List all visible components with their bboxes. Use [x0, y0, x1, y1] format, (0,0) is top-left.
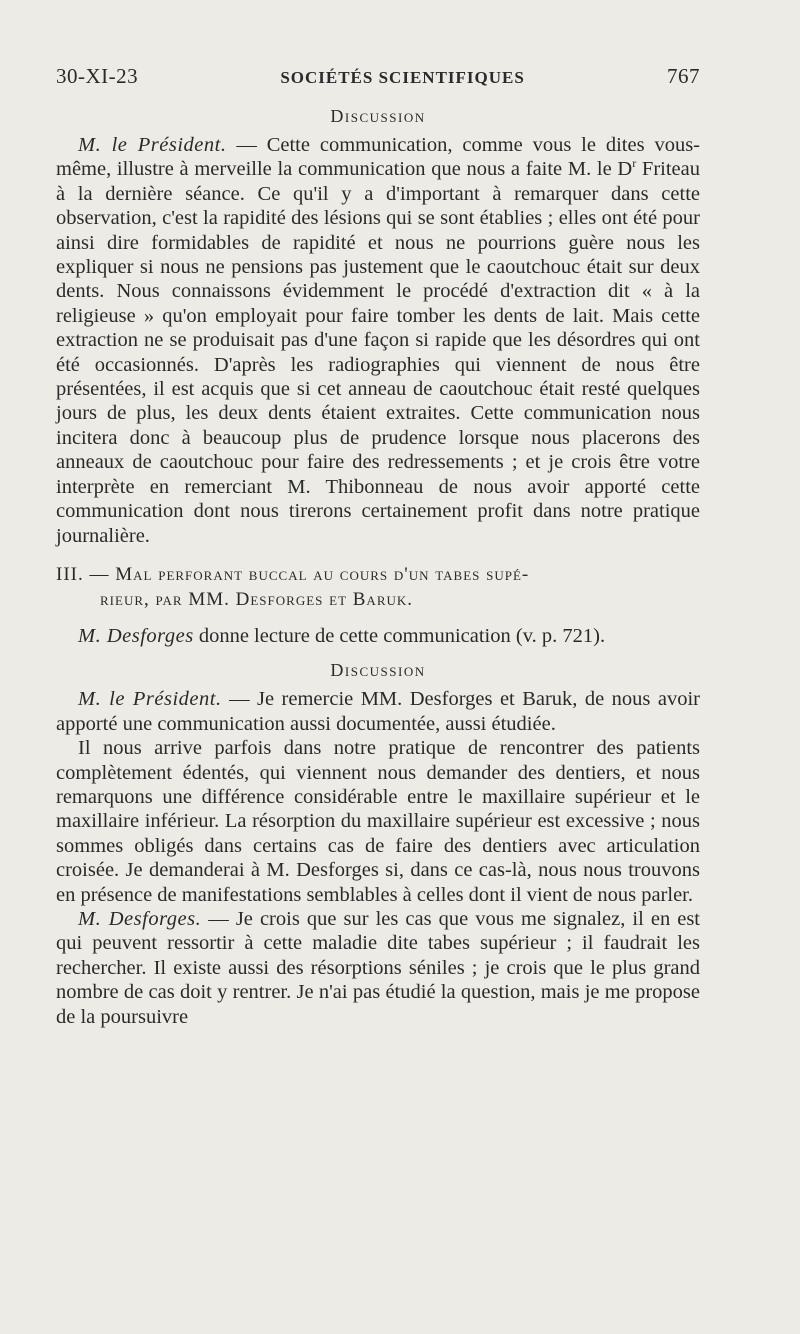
- president-remarks-3: [56, 736, 700, 907]
- superscript: r: [632, 156, 637, 171]
- speaker-label: M. le Président.: [78, 134, 227, 156]
- discussion-heading-2: Discussion: [330, 660, 426, 681]
- discussion-heading-1: Discussion: [330, 106, 426, 126]
- p1-text: — Je remercie MM. Desforges et Baruk, de nous avoir apporté une communication aussi documentée, aussi étudiée.: [56, 688, 700, 735]
- reading-note: [56, 624, 700, 648]
- header-title: SOCIÉTÉS SCIENTIFIQUES: [280, 68, 525, 87]
- remark-text-a: — Cette communication, comme vous le dites vous-même, illustre à merveille la communication que nous a faite M. le D: [56, 134, 700, 181]
- running-header: [56, 64, 700, 98]
- reading-speaker: M. Desforges: [78, 624, 194, 647]
- president-remarks-1: [56, 133, 700, 548]
- p3-speaker: M. Desforges.: [78, 907, 202, 930]
- p1-speaker: M. le Président.: [78, 688, 222, 711]
- section-title-line2: rieur, par MM. Desforges et Baruk.: [100, 588, 414, 610]
- p3-text: — Je crois que sur les cas que vous me signalez, il en est qui peuvent ressortir à cette maladie dite tabes supérieur ; il faudrait les rechercher. Il existe aussi des résorptions séniles ; je crois que le plus grand nombre de cas doit y rentrer. Je n'ai pas étudié la question, mais je me propose de la poursuivre: [56, 907, 701, 1028]
- section-numeral: III. —: [56, 563, 116, 585]
- president-remarks-2: [56, 687, 700, 736]
- page-number: 767: [666, 64, 700, 88]
- header-date: 30-XI-23: [56, 64, 139, 88]
- section-title-line1: Mal perforant buccal au cours d'un tabes supé-: [115, 563, 530, 585]
- p2-text: Il nous arrive parfois dans notre pratique de rencontrer des patients complètement édentés, qui viennent nous demander des dentiers, et nous remarquons une différence considérable entre le maxillaire supérieur et le maxillaire inférieur. La résorption du maxillaire supérieur est excessive ; nous sommes obligés dans certains cas de faire des dentiers avec articulation croisée. Je demanderai à M. Desforges si, dans ce cas-là, nous nous trouvons en présence de manifestations semblables à celles dont il vient de nous parler.: [56, 737, 700, 906]
- desforges-reply: [56, 907, 700, 1029]
- section-title: [56, 562, 700, 612]
- reading-text: donne lecture de cette communication (v. p. 721).: [193, 624, 606, 647]
- remark-text-b: Friteau à la dernière séance. Ce qu'il y a d'important à remarquer dans cette observation, c'est la rapidité des lésions qui se sont établies ; elles ont été pour ainsi dire formidables de rapidité et nous ne pourrions guère nous les expliquer si nous ne pensions pas justement que le caoutchouc était sur deux dents. Nous connaissons évidemment le procédé d'extraction dit « à la religieuse » qu'on employait pour faire tomber les dents de lait. Mais cette extraction ne se produisait pas d'une façon si rapide que les désordres qui ont été occasionnés. D'après les radiographies qui viennent de nous être présentées, il est acquis que si cet anneau de caoutchouc était resté quelques jours de plus, les deux dents étaient extraites. Cette communication nous incitera donc à beaucoup plus de prudence lorsque nous placerons des anneaux de caoutchouc pour faire des redressements ; et je crois être votre interprète en remerciant M. Thibonneau de nous avoir apporté cette communication dont nous tirerons certainement profit dans notre pratique journalière.: [56, 158, 700, 547]
